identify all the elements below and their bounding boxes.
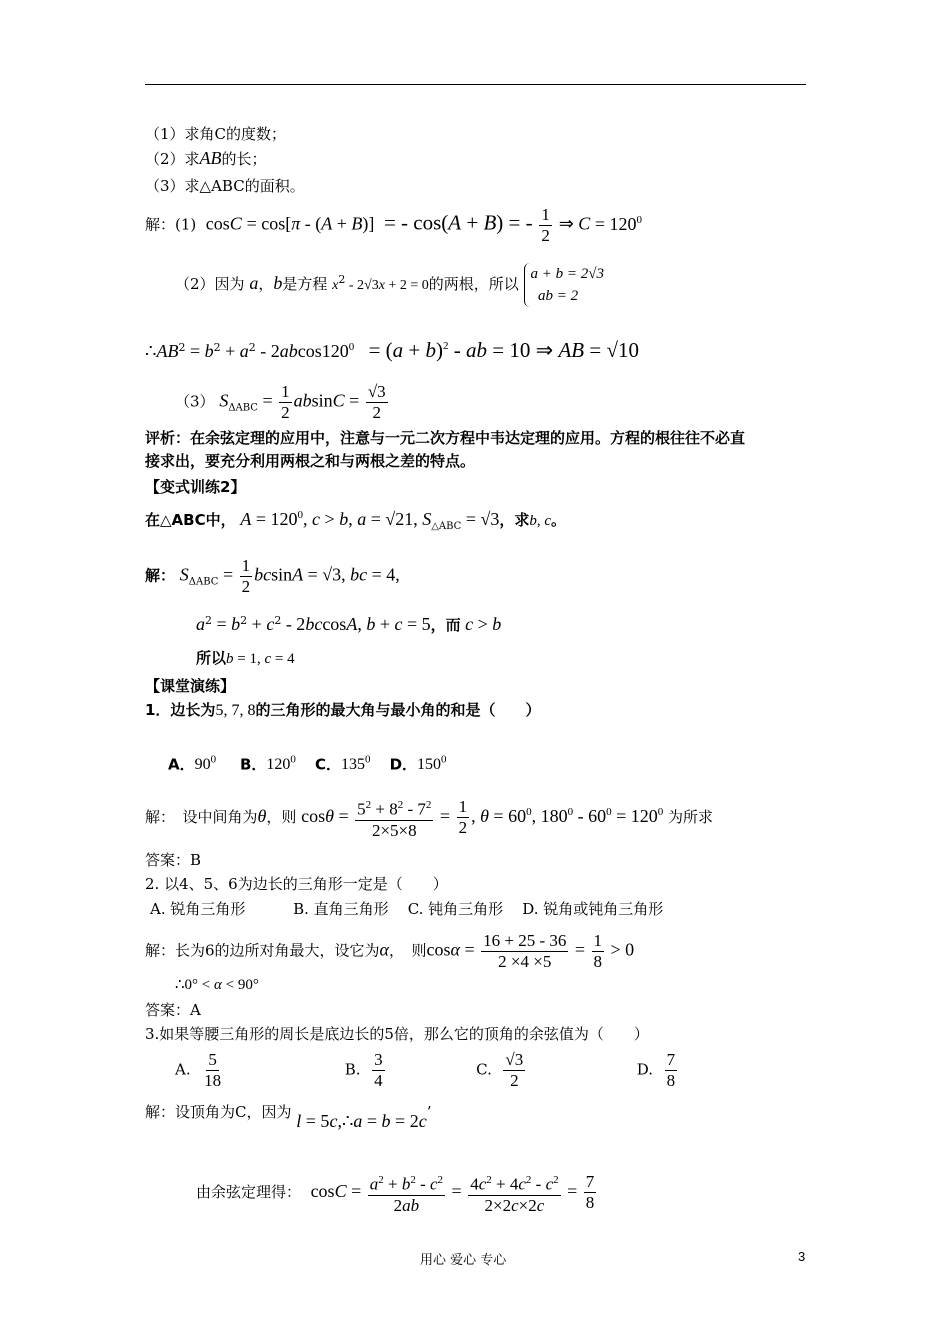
exercise-1-solution: 解： 设中间角为θ，则 cosθ = $\frac{5^2 + 8^2 - 7^2}{2\times 5\times 8}$ = $\frac{1}{2}$ , $\theta = 60^0$, $180^0 - 60^0 = 120^0$ 为所求	[145, 795, 713, 841]
variant-solution-1: 解： $S_{\Delta ABC}$ = $\frac{1}{2}$ bcsinA = √3, bc = 4,	[145, 556, 400, 596]
answer-1: 答案：B	[145, 851, 202, 869]
variant-title: 【变式训练2】	[145, 478, 246, 496]
exercise-2-options: A. 锐角三角形 B. 直角三角形 C. 钝角三角形 D. 锐角或钝角三角形	[150, 900, 664, 918]
ab-length-derivation: $\therefore AB^2 = b^2 + a^2 - 2abcos120^0$ = $(a + b)^2$ - ab = 10 ⇒ AB = √10	[145, 338, 639, 362]
variant-solution-3: 所以b = 1, c = 4	[196, 649, 295, 667]
exercise-1-options: A．$90^0$ B．$120^0$ C．$135^0$ D．$150^0$	[168, 754, 447, 774]
solution-part-1: 解：(1) cosC = cos[π - (A + B)] = - cos(A + B) = - $\frac{1}{2}$ ⇒ $C = 120^0$	[145, 205, 642, 245]
variant-solution-2: $a^2 = b^2 + c^2 - 2bccosA$, b + c = 5，而 c > b	[196, 614, 502, 634]
variant-problem: 在△ABC中， $A = 120^0$, c > b, a = √21, $S_{\triangle ABC} = √3$，求b, c。	[145, 509, 567, 532]
alpha-range: ∴0° < α < 90°	[175, 977, 259, 993]
exercise-3-solution: 解：设顶角为C，因为 l = 5c,∴a = b = 2c’	[145, 1103, 432, 1131]
solution-part-2: （2）因为 a，b是方程 $x^2 - 2√3x + 2 = 0$的两根，所以 a + b = 2√3 ab = 2	[175, 263, 604, 307]
question-1: （1）求角C的度数；	[145, 125, 287, 143]
class-practice-title: 【课堂演练】	[145, 677, 236, 695]
header-rule	[145, 84, 806, 85]
question-2: （2）求AB的长；	[145, 148, 267, 168]
solution-part-3: （3） $S_{\Delta ABC}$ = $\frac{1}{2}$ absinC = $\frac{√3}{2}$	[175, 382, 386, 422]
answer-2: 答案：A	[145, 1001, 201, 1019]
footer-slogan: 用心 爱心 专心	[420, 1253, 507, 1268]
question-3: （3）求△ABC的面积。	[145, 177, 305, 195]
exercise-1: 1．边长为5, 7, 8的三角形的最大角与最小角的和是（ ）	[145, 701, 541, 719]
exercise-3: 3.如果等腰三角形的周长是底边长的5倍，那么它的顶角的余弦值为（ ）	[145, 1025, 649, 1043]
comment-line-2: 接求出，要充分利用两根之和与两根之差的特点。	[145, 452, 476, 470]
exercise-2: 2. 以4、5、6为边长的三角形一定是（ ）	[145, 875, 448, 893]
exercise-3-options: A. $\frac{5}{18}$ B. $\frac{3}{4}$ C. $\frac{√3}{2}$ D. $\frac{7}{8}$	[175, 1050, 676, 1090]
comment-line-1: 评析：在余弦定理的应用中，注意与一元二次方程中韦达定理的应用。方程的根往往不必直	[145, 429, 746, 447]
page-number: 3	[798, 1249, 806, 1264]
cosine-law-result: 由余弦定理得： cosC = $\frac{a^2 + b^2 - c^2}{2ab}$ = $\frac{4c^2 + 4c^2 - c^2}{2\times 2c\times 2c}$ = $\frac{7}{8}$	[196, 1170, 598, 1216]
exercise-2-solution: 解：长为6的边所对角最大，设它为α， 则cosα = $\frac{16 + 25 - 36}{2 \times 4 \times 5}$ = $\frac{1}{8}$ > 0	[145, 931, 635, 971]
